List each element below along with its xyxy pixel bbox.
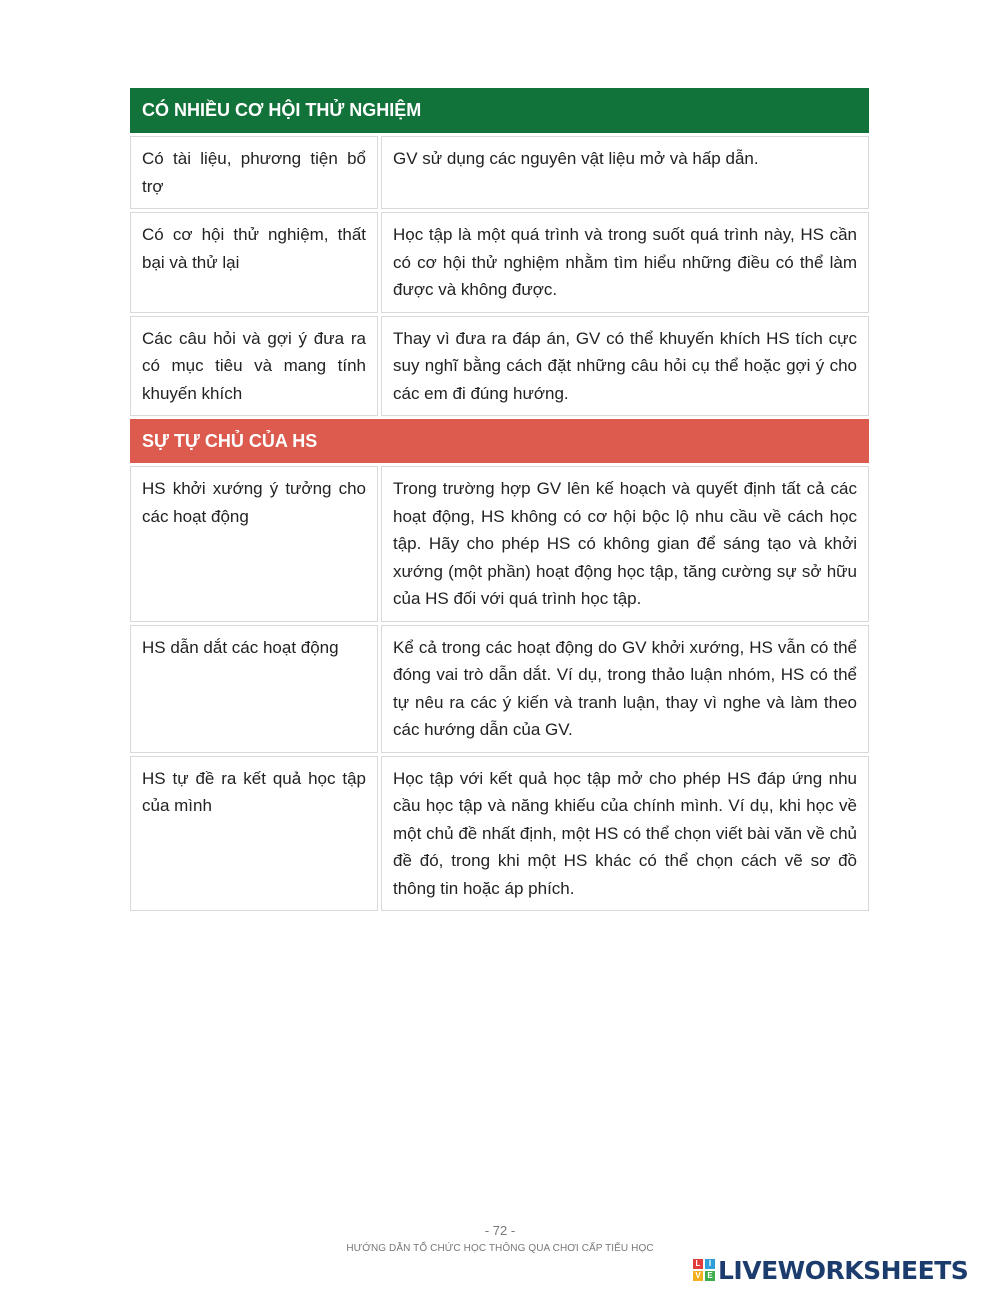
description-cell: Học tập là một quá trình và trong suốt quá trình này, HS cần có cơ hội thử nghiệm nhằm tìm hiểu những điều có thể làm được và không được. bbox=[381, 212, 869, 313]
liveworksheets-logo[interactable] bbox=[693, 1255, 968, 1285]
table-row bbox=[130, 466, 869, 622]
table-row bbox=[130, 316, 869, 417]
section-title: CÓ NHIỀU CƠ HỘI THỬ NGHIỆM bbox=[142, 100, 422, 120]
logo-text: LIVEWORKSHEETS bbox=[718, 1255, 969, 1285]
section-header-experimentation bbox=[130, 88, 869, 133]
section-title: SỰ TỰ CHỦ CỦA HS bbox=[142, 430, 318, 451]
description-cell: Học tập với kết quả học tập mở cho phép HS đáp ứng nhu cầu học tập và năng khiếu của chính mình. Ví dụ, khi học về một chủ đề nhất định, một HS có thể chọn viết bài văn về chủ đề đó, trong khi một HS khác có thể chọn cách vẽ sơ đồ thông tin hoặc áp phích. bbox=[381, 756, 869, 912]
logo-block: I bbox=[705, 1259, 715, 1269]
criterion-cell: HS dẫn dắt các hoạt động bbox=[130, 625, 378, 753]
criterion-cell: Có cơ hội thử nghiệm, thất bại và thử lại bbox=[130, 212, 378, 313]
page-number: - 72 - bbox=[484, 1223, 516, 1238]
section-header-autonomy bbox=[130, 419, 869, 463]
description-cell: GV sử dụng các nguyên vật liệu mở và hấp dẫn. bbox=[381, 136, 869, 209]
table-row bbox=[130, 756, 869, 912]
table-row bbox=[130, 212, 869, 313]
logo-block: L bbox=[693, 1259, 703, 1269]
description-cell: Kể cả trong các hoạt động do GV khởi xướng, HS vẫn có thể đóng vai trò dẫn dắt. Ví dụ, trong thảo luận nhóm, HS có thể tự nêu ra các ý kiến và tranh luận, thay vì nghe và làm theo các hướng dẫn của GV. bbox=[381, 625, 869, 753]
liveworksheets-logo-icon bbox=[693, 1259, 715, 1281]
table-row bbox=[130, 625, 869, 753]
criterion-cell: Có tài liệu, phương tiện bổ trợ bbox=[130, 136, 378, 209]
logo-block: V bbox=[693, 1271, 703, 1281]
logo-block: E bbox=[705, 1271, 715, 1281]
table-row bbox=[130, 136, 869, 209]
description-cell: Thay vì đưa ra đáp án, GV có thể khuyến khích HS tích cực suy nghĩ bằng cách đặt những câu hỏi cụ thể hoặc gợi ý cho các em đi đúng hướng. bbox=[381, 316, 869, 417]
criterion-cell: HS khởi xướng ý tưởng cho các hoạt động bbox=[130, 466, 378, 622]
criterion-cell: Các câu hỏi và gợi ý đưa ra có mục tiêu và mang tính khuyến khích bbox=[130, 316, 378, 417]
book-title: HƯỚNG DẪN TỔ CHỨC HỌC THÔNG QUA CHƠI CẤP TIỂU HỌC bbox=[346, 1243, 654, 1254]
criterion-cell: HS tự đề ra kết quả học tập của mình bbox=[130, 756, 378, 912]
content-table bbox=[130, 88, 869, 911]
description-cell: Trong trường hợp GV lên kế hoạch và quyết định tất cả các hoạt động, HS không có cơ hội bộc lộ nhu cầu về cách học tập. Hãy cho phép HS có không gian để sáng tạo và khởi xướng (một phần) hoạt động học tập, tăng cường sự sở hữu của HS đối với quá trình học tập. bbox=[381, 466, 869, 622]
